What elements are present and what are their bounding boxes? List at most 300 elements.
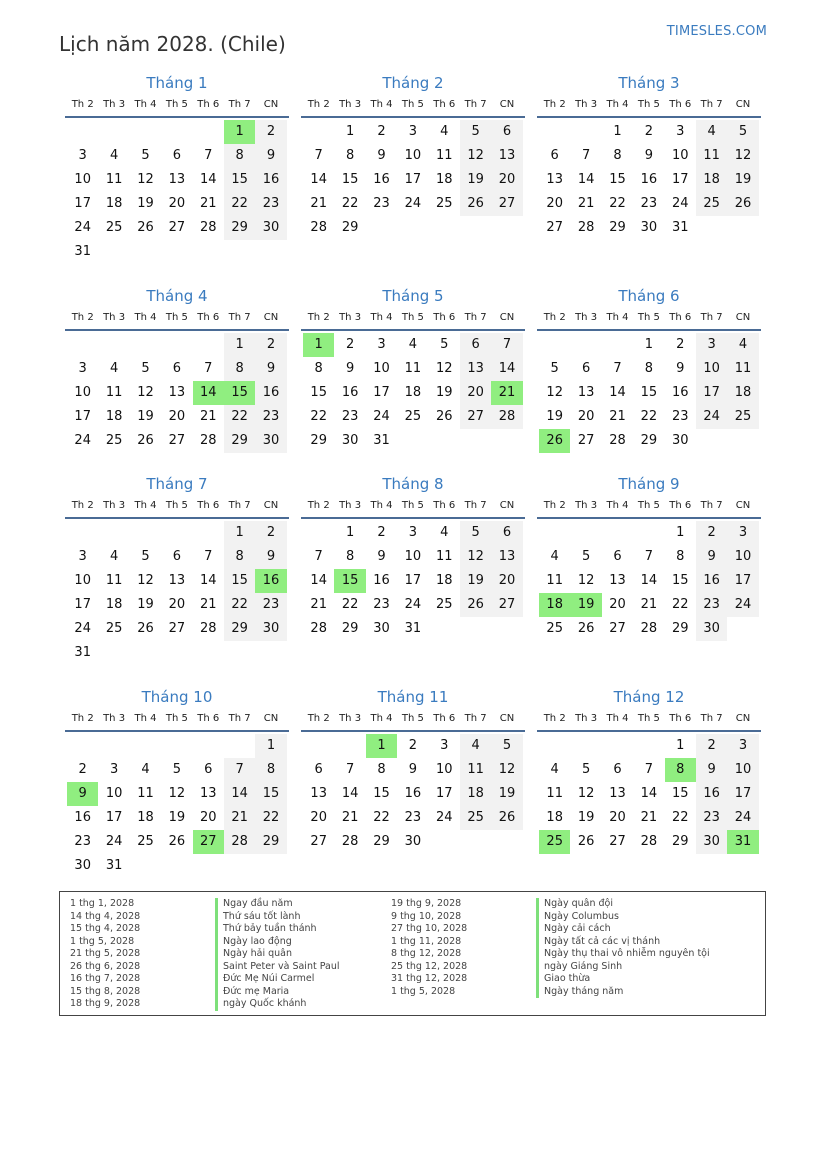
day-cell: 18	[137, 810, 154, 825]
weekday-label: Th 5	[637, 713, 660, 724]
day-cell: 7	[314, 148, 323, 163]
day-cell: 27	[609, 621, 626, 636]
weekend-day-cell: 9	[255, 545, 286, 569]
day-cell: 30	[373, 621, 390, 636]
day-cell: 15	[609, 172, 626, 187]
holiday-date: 1 thg 5, 2028	[70, 935, 135, 947]
day-cell: 6	[314, 762, 323, 777]
weekend-day-cell: 16	[255, 168, 286, 192]
holiday-day-cell: 15	[224, 381, 255, 405]
week-row	[303, 830, 523, 854]
empty-day-cell	[255, 854, 286, 878]
weekend-day-cell: 8	[224, 545, 255, 569]
weekday-label: Th 2	[543, 99, 566, 110]
week-row	[67, 429, 287, 453]
weekday-header	[301, 708, 525, 732]
empty-day-cell	[224, 734, 255, 758]
weekday-label: Th 5	[401, 312, 424, 323]
empty-day-cell	[397, 216, 428, 240]
weekday-label: Th 4	[370, 312, 393, 323]
weekend-day-cell: 18	[727, 381, 758, 405]
day-cell: 13	[609, 573, 626, 588]
holiday-name: Giao thừa	[536, 973, 590, 986]
weekday-label: Th 6	[669, 312, 692, 323]
empty-day-cell	[397, 429, 428, 453]
month-title: Tháng 5	[382, 287, 444, 305]
empty-day-cell	[67, 333, 98, 357]
day-cell: 5	[581, 549, 591, 564]
weekend-day-cell: 12	[460, 144, 491, 168]
weekday-label: Th 4	[606, 99, 629, 110]
weekday-label: CN	[263, 99, 279, 110]
day-cell: 9	[644, 148, 653, 163]
legend-item	[391, 936, 710, 949]
holiday-date: 15 thg 8, 2028	[70, 985, 141, 997]
day-cell: 8	[676, 549, 685, 564]
day-cell: 28	[199, 220, 217, 235]
empty-day-cell	[98, 734, 129, 758]
holiday-day-cell: 18	[539, 593, 570, 617]
holiday-day-cell: 1	[224, 120, 255, 144]
weekday-label: Th 4	[370, 99, 393, 110]
day-cell: 3	[676, 124, 685, 139]
legend-item	[391, 961, 710, 974]
day-cell: 23	[640, 196, 658, 211]
weekend-day-cell: 13	[491, 545, 522, 569]
week-row	[303, 120, 523, 144]
day-cell: 27	[609, 834, 626, 849]
week-row	[67, 405, 287, 429]
week-row	[67, 830, 287, 854]
week-row	[539, 617, 759, 641]
day-cell: 2	[408, 738, 417, 753]
empty-day-cell	[255, 641, 286, 665]
day-cell: 12	[546, 385, 563, 400]
legend-item	[70, 961, 340, 974]
day-cell: 23	[671, 409, 689, 424]
holiday-date: 1 thg 1, 2028	[70, 898, 135, 909]
holiday-name: Ngày cải cách	[536, 923, 611, 936]
weekend-day-cell: 3	[727, 734, 758, 758]
empty-day-cell	[539, 333, 570, 357]
empty-day-cell	[429, 429, 460, 453]
day-cell: 29	[609, 220, 626, 235]
empty-day-cell	[224, 641, 255, 665]
day-cell: 24	[435, 810, 453, 825]
day-cell: 6	[613, 762, 622, 777]
month-title: Tháng 9	[618, 475, 680, 493]
day-cell: 23	[373, 597, 390, 612]
day-cell: 22	[310, 409, 327, 424]
weekday-label: Th 5	[637, 312, 660, 323]
weekend-day-cell: 11	[696, 144, 727, 168]
week-row	[303, 381, 523, 405]
day-cell: 25	[404, 409, 422, 424]
weekday-header	[537, 495, 761, 519]
day-cell: 18	[435, 573, 453, 588]
day-cell: 13	[546, 172, 563, 187]
week-row	[303, 545, 523, 569]
day-cell: 2	[78, 762, 87, 777]
day-cell: 28	[199, 433, 217, 448]
holiday-day-cell: 8	[665, 758, 696, 782]
day-cell: 11	[435, 549, 453, 564]
day-cell: 23	[341, 409, 359, 424]
week-row	[539, 521, 759, 545]
weekday-label: CN	[263, 312, 279, 323]
weekend-day-cell: 12	[460, 545, 491, 569]
day-cell: 7	[644, 549, 653, 564]
weekend-day-cell: 25	[460, 806, 491, 830]
holiday-name: Đức mẹ Maria	[215, 986, 289, 999]
weekday-label: Th 3	[575, 713, 598, 724]
weekday-header	[537, 94, 761, 118]
weekend-day-cell: 27	[460, 405, 491, 429]
day-cell: 29	[671, 834, 689, 849]
empty-day-cell	[98, 641, 129, 665]
day-cell: 2	[345, 337, 355, 352]
week-row	[303, 521, 523, 545]
day-cell: 16	[671, 385, 689, 400]
legend-item	[70, 998, 340, 1011]
week-row	[303, 168, 523, 192]
day-cell: 28	[199, 621, 217, 636]
day-cell: 1	[676, 525, 685, 540]
week-row	[539, 734, 759, 758]
week-row	[539, 168, 759, 192]
empty-day-cell	[161, 854, 192, 878]
day-cell: 11	[546, 573, 563, 588]
holiday-date: 14 thg 4, 2028	[70, 910, 141, 922]
month-calendar	[303, 686, 523, 854]
day-cell: 2	[676, 337, 685, 352]
weekday-label: Th 5	[637, 99, 660, 110]
weekday-label: Th 4	[134, 713, 157, 724]
holiday-date: 1 thg 5, 2028	[391, 985, 456, 997]
empty-day-cell	[633, 734, 664, 758]
day-cell: 17	[105, 810, 123, 825]
empty-day-cell	[570, 734, 601, 758]
empty-day-cell	[334, 734, 365, 758]
weekend-day-cell: 23	[696, 593, 727, 617]
day-cell: 16	[373, 172, 390, 187]
empty-day-cell	[67, 120, 98, 144]
holiday-date: 18 thg 9, 2028	[70, 998, 141, 1009]
day-cell: 10	[404, 549, 422, 564]
empty-day-cell	[602, 734, 633, 758]
day-cell: 24	[74, 433, 91, 448]
weekend-day-cell: 26	[460, 192, 491, 216]
day-cell: 1	[676, 738, 685, 753]
weekend-day-cell: 6	[491, 120, 522, 144]
weekend-day-cell: 14	[224, 782, 255, 806]
weekday-label: Th 3	[103, 312, 126, 323]
week-row	[539, 381, 759, 405]
week-row	[303, 782, 523, 806]
day-cell: 22	[341, 597, 359, 612]
weekend-day-cell: 9	[696, 545, 727, 569]
day-cell: 4	[550, 762, 559, 777]
day-cell: 1	[345, 525, 355, 540]
week-row	[67, 333, 287, 357]
day-cell: 28	[310, 621, 327, 636]
day-cell: 16	[640, 172, 658, 187]
month-calendar	[539, 72, 759, 240]
day-cell: 10	[74, 385, 91, 400]
weekend-day-cell: 9	[255, 144, 286, 168]
legend-item	[70, 986, 340, 999]
page-title: Lịch năm 2028. (Chile)	[59, 32, 286, 57]
weekend-day-cell: 8	[224, 144, 255, 168]
day-cell: 15	[310, 385, 327, 400]
week-row	[67, 641, 287, 665]
weekend-day-cell: 3	[727, 521, 758, 545]
day-cell: 1	[613, 124, 622, 139]
day-cell: 16	[341, 385, 359, 400]
weekday-label: Th 4	[606, 713, 629, 724]
empty-day-cell	[491, 830, 522, 854]
day-cell: 4	[408, 337, 417, 352]
day-cell: 7	[204, 148, 213, 163]
day-cell: 27	[310, 834, 327, 849]
day-cell: 14	[199, 573, 217, 588]
weekend-day-cell: 24	[727, 806, 758, 830]
month-calendar	[303, 285, 523, 453]
holiday-day-cell: 27	[193, 830, 224, 854]
day-cell: 8	[613, 148, 622, 163]
month-title: Tháng 6	[618, 287, 680, 305]
holiday-day-cell: 16	[255, 569, 286, 593]
weekday-label: Th 6	[669, 99, 692, 110]
week-row	[67, 545, 287, 569]
day-cell: 15	[671, 573, 689, 588]
weekday-label: Th 5	[165, 713, 188, 724]
day-cell: 26	[168, 834, 186, 849]
day-cell: 8	[377, 762, 386, 777]
weekday-label: Th 3	[575, 99, 598, 110]
weekday-label: Th 4	[134, 500, 157, 511]
weekend-day-cell: 21	[224, 806, 255, 830]
weekday-label: Th 5	[401, 500, 424, 511]
weekend-day-cell: 15	[224, 168, 255, 192]
day-cell: 11	[435, 148, 453, 163]
day-cell: 6	[204, 762, 213, 777]
holiday-day-cell: 1	[303, 333, 334, 357]
weekday-header	[301, 495, 525, 519]
day-cell: 18	[435, 172, 453, 187]
day-cell: 13	[199, 786, 217, 801]
week-row	[539, 569, 759, 593]
weekday-label: Th 2	[307, 312, 330, 323]
empty-day-cell	[366, 216, 397, 240]
weekend-day-cell: 24	[696, 405, 727, 429]
weekday-label: CN	[735, 312, 751, 323]
day-cell: 28	[640, 834, 658, 849]
week-row	[67, 381, 287, 405]
week-row	[539, 120, 759, 144]
day-cell: 16	[74, 810, 91, 825]
day-cell: 21	[199, 196, 217, 211]
day-cell: 8	[345, 148, 355, 163]
weekend-day-cell: 28	[491, 405, 522, 429]
day-cell: 13	[310, 786, 327, 801]
day-cell: 31	[74, 244, 91, 259]
weekend-day-cell: 24	[727, 593, 758, 617]
day-cell: 10	[671, 148, 689, 163]
holiday-date: 25 thg 12, 2028	[391, 960, 468, 972]
week-row	[67, 216, 287, 240]
day-cell: 3	[78, 361, 87, 376]
month-calendar	[303, 72, 523, 240]
day-cell: 24	[74, 220, 91, 235]
month-title: Tháng 4	[146, 287, 208, 305]
weekday-label: Th 7	[700, 99, 723, 110]
weekend-day-cell: 19	[460, 168, 491, 192]
empty-day-cell	[161, 734, 192, 758]
empty-day-cell	[491, 429, 522, 453]
day-cell: 21	[640, 597, 658, 612]
day-cell: 27	[168, 621, 186, 636]
weekday-label: Th 4	[606, 312, 629, 323]
day-cell: 3	[377, 337, 386, 352]
week-row	[67, 806, 287, 830]
day-cell: 15	[640, 385, 658, 400]
weekend-day-cell: 12	[491, 758, 522, 782]
week-row	[303, 593, 523, 617]
empty-day-cell	[98, 333, 129, 357]
day-cell: 29	[373, 834, 390, 849]
legend-item	[70, 936, 340, 949]
week-row	[539, 429, 759, 453]
weekend-day-cell: 26	[491, 806, 522, 830]
month-calendar	[303, 473, 523, 641]
weekday-label: Th 4	[134, 99, 157, 110]
empty-day-cell	[161, 521, 192, 545]
weekend-day-cell: 22	[255, 806, 286, 830]
day-cell: 20	[168, 196, 186, 211]
day-cell: 10	[404, 148, 422, 163]
weekend-day-cell: 10	[696, 357, 727, 381]
weekend-day-cell: 16	[696, 569, 727, 593]
week-row	[303, 192, 523, 216]
weekend-day-cell: 2	[255, 120, 286, 144]
week-row	[67, 521, 287, 545]
day-cell: 12	[435, 361, 453, 376]
weekday-label: Th 3	[339, 312, 362, 323]
weekend-day-cell: 14	[491, 357, 522, 381]
day-cell: 28	[310, 220, 327, 235]
day-cell: 10	[105, 786, 123, 801]
empty-day-cell	[67, 734, 98, 758]
day-cell: 14	[310, 573, 327, 588]
weekend-day-cell: 23	[255, 192, 286, 216]
week-row	[303, 734, 523, 758]
weekday-label: Th 7	[228, 312, 251, 323]
day-cell: 11	[105, 385, 123, 400]
weekend-day-cell: 26	[727, 192, 758, 216]
empty-day-cell	[539, 120, 570, 144]
weekday-label: Th 2	[543, 312, 566, 323]
day-cell: 5	[172, 762, 181, 777]
week-row	[539, 216, 759, 240]
holiday-name: Ngày Columbus	[536, 911, 619, 924]
legend-item	[70, 923, 340, 936]
weekday-label: CN	[735, 713, 751, 724]
weekend-day-cell: 9	[255, 357, 286, 381]
empty-day-cell	[224, 854, 255, 878]
weekday-label: Th 2	[71, 713, 94, 724]
week-row	[67, 168, 287, 192]
day-cell: 17	[404, 172, 422, 187]
day-cell: 21	[577, 196, 595, 211]
week-row	[539, 333, 759, 357]
day-cell: 26	[435, 409, 453, 424]
weekend-day-cell: 23	[255, 593, 286, 617]
holiday-name: Thứ sáu tốt lành	[215, 911, 300, 924]
day-cell: 20	[609, 597, 626, 612]
week-row	[67, 593, 287, 617]
day-cell: 26	[577, 621, 595, 636]
day-cell: 3	[440, 738, 449, 753]
empty-day-cell	[696, 216, 727, 240]
day-cell: 18	[105, 409, 123, 424]
day-cell: 6	[581, 361, 591, 376]
day-cell: 20	[546, 196, 563, 211]
week-row	[303, 569, 523, 593]
day-cell: 2	[644, 124, 653, 139]
weekend-day-cell: 10	[727, 758, 758, 782]
day-cell: 5	[141, 549, 150, 564]
week-row	[303, 806, 523, 830]
day-cell: 24	[105, 834, 123, 849]
day-cell: 19	[168, 810, 186, 825]
month-calendar	[539, 473, 759, 641]
day-cell: 30	[404, 834, 422, 849]
month-calendar	[539, 285, 759, 453]
holiday-name: Ngày hải quân	[215, 948, 292, 961]
day-cell: 14	[640, 786, 658, 801]
weekend-day-cell: 2	[696, 521, 727, 545]
weekday-header	[537, 708, 761, 732]
weekend-day-cell: 22	[224, 593, 255, 617]
day-cell: 19	[577, 810, 595, 825]
weekday-label: Th 7	[228, 500, 251, 511]
empty-day-cell	[130, 521, 161, 545]
holiday-name: Ngày tất cả các vị thánh	[536, 936, 660, 949]
empty-day-cell	[193, 240, 224, 264]
weekend-day-cell: 9	[696, 758, 727, 782]
empty-day-cell	[570, 333, 601, 357]
empty-day-cell	[193, 333, 224, 357]
weekend-day-cell: 5	[460, 120, 491, 144]
holiday-name: Đức Mẹ Núi Carmel	[215, 973, 314, 986]
day-cell: 17	[373, 385, 390, 400]
site-brand-link[interactable]: TIMESLES.COM	[666, 24, 767, 39]
weekday-header	[65, 307, 289, 331]
empty-day-cell	[602, 521, 633, 545]
day-cell: 31	[404, 621, 422, 636]
weekend-day-cell: 29	[255, 830, 286, 854]
day-cell: 20	[609, 810, 626, 825]
day-cell: 14	[640, 573, 658, 588]
week-row	[303, 405, 523, 429]
legend-item	[391, 986, 710, 999]
day-cell: 7	[345, 762, 355, 777]
weekend-day-cell: 18	[460, 782, 491, 806]
weekend-day-cell: 1	[255, 734, 286, 758]
day-cell: 28	[609, 433, 626, 448]
day-cell: 14	[199, 172, 217, 187]
